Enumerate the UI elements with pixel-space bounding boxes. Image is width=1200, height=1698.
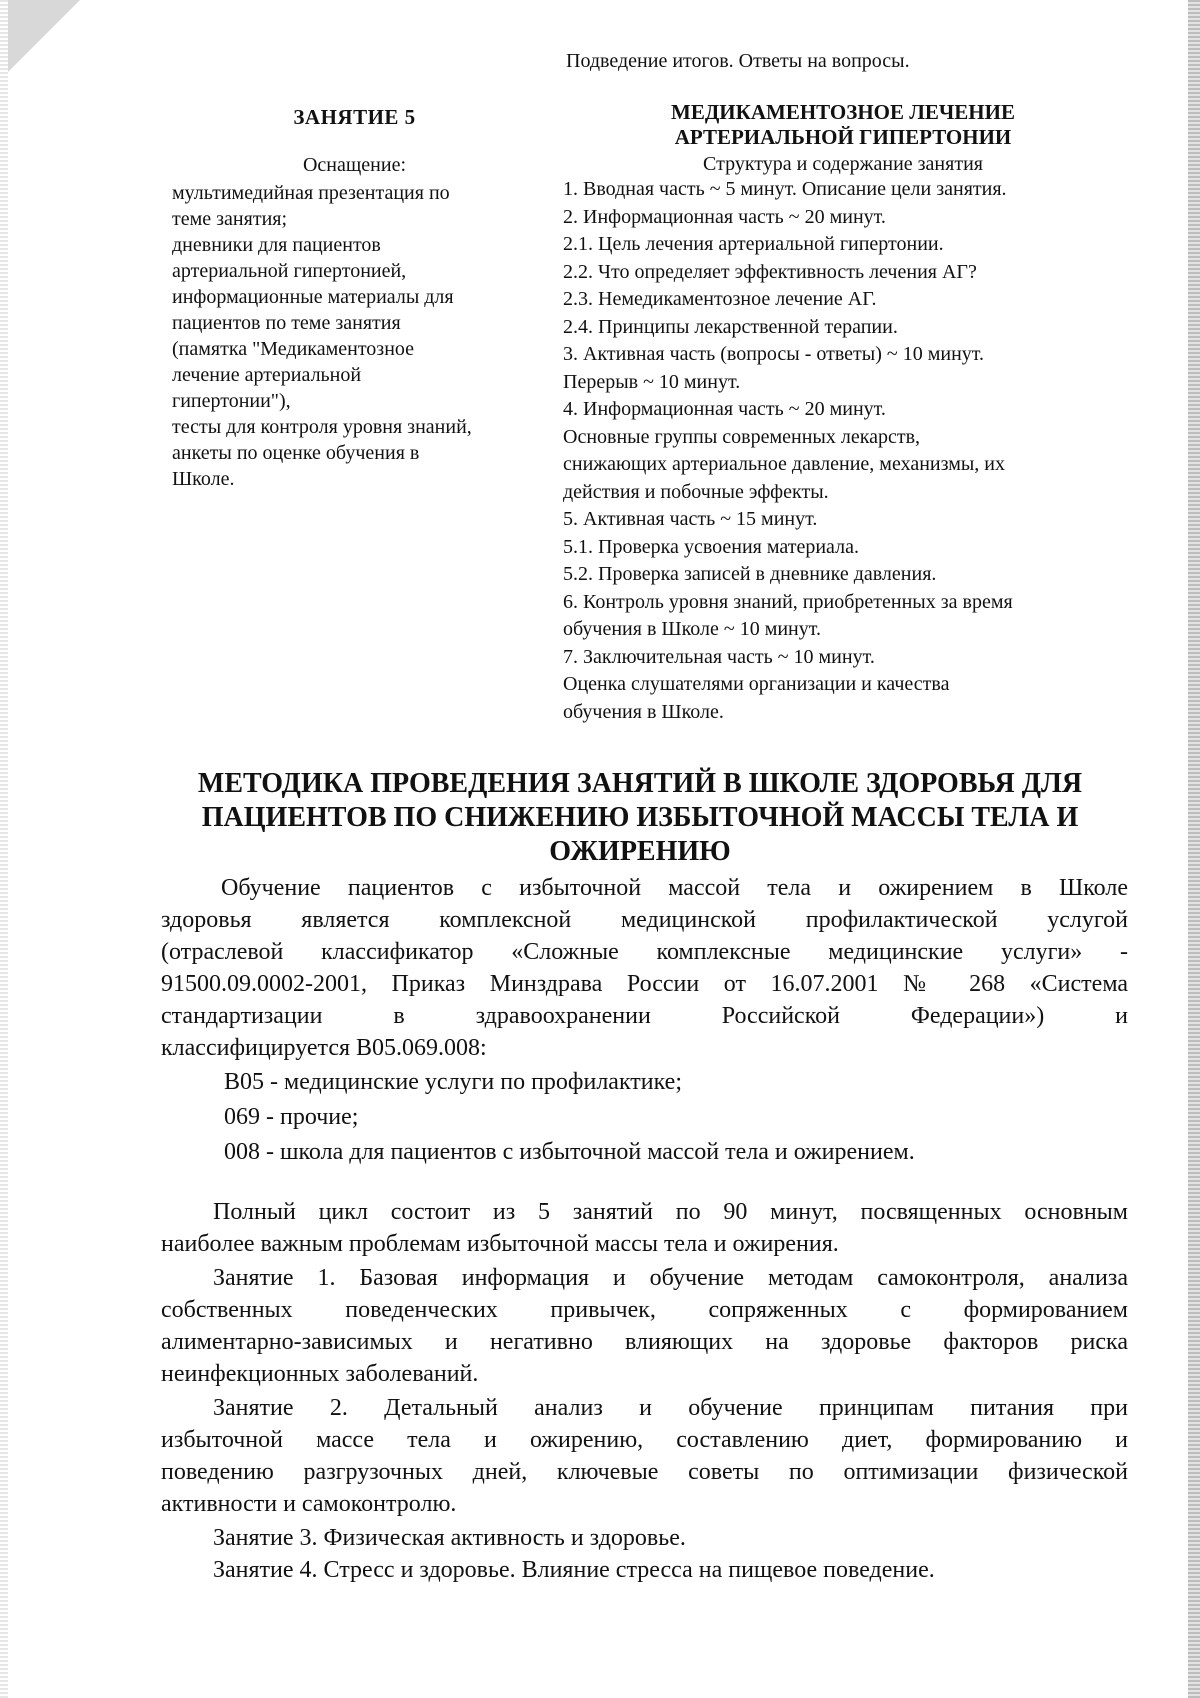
lesson-2-paragraph [161,1392,1128,1520]
structure-item: 5.2. Проверка записей в дневнике давления. [563,563,937,585]
paragraph-line: поведению разгрузочных дней, ключевые советы по оптимизации физической [161,1459,1128,1485]
structure-item: 2.2. Что определяет эффективность лечения АГ? [563,260,977,283]
equipment-line: информационные материалы для [172,286,454,308]
structure-item: 5. Активная часть ~ 15 минут. [563,508,818,530]
equipment-line: гипертонии"), [172,390,291,412]
structure-item: действия и побочные эффекты. [563,480,829,503]
paragraph-line: классифицируется В05.069.008: [161,1035,487,1061]
paragraph-line: здоровья является комплексной медицинской профилактической услугой [161,907,1128,933]
lesson-1-paragraph [161,1262,1128,1390]
structure-item: снижающих артериальное давление, механизмы, их [563,453,1006,475]
summary-line: Подведение итогов. Ответы на вопросы. [566,50,910,72]
structure-item: 7. Заключительная часть ~ 10 минут. [563,645,875,668]
lesson-5-structure-column [563,100,1123,726]
code-item: 069 - прочие; [224,1104,359,1130]
lesson-topic-title [563,100,1123,150]
lesson-5-equipment-column [172,104,537,492]
paragraph-line: стандартизации в здравоохранении Российской Федерации») и [161,1003,1128,1029]
paragraph-line: Занятие 1. Базовая информация и обучение методам самоконтроля, анализа [213,1265,1128,1291]
code-item: В05 - медицинские услуги по профилактике; [224,1069,683,1095]
equipment-line: мультимедийная презентация по [172,182,450,204]
structure-item: обучения в Школе ~ 10 минут. [563,618,821,640]
classification-codes [224,1065,1104,1170]
equipment-line: тесты для контроля уровня знаний, [172,416,472,438]
lesson-topic-title-line: МЕДИКАМЕНТОЗНОЕ ЛЕЧЕНИЕ [671,100,1015,124]
equipment-line: Школе. [172,468,235,490]
cycle-paragraph [161,1196,1128,1260]
equipment-line: артериальной гипертонией, [172,260,407,282]
equipment-label: Оснащение: [302,154,407,176]
section-title-line: ОЖИРЕНИЮ [549,836,731,867]
lesson-4-line: Занятие 4. Стресс и здоровье. Влияние стресса на пищевое поведение. [213,1557,935,1583]
paragraph-line: 91500.09.0002-2001, Приказ Минздрава России от 16.07.2001 № 268 «Система [161,971,1128,997]
paragraph-line: наиболее важным проблемам избыточной массы тела и ожирения. [161,1231,839,1257]
scan-edge-right [1188,0,1200,1698]
structure-item: 5.1. Проверка усвоения материала. [563,535,859,558]
equipment-line: лечение артериальной [172,364,362,386]
equipment-line: пациентов по теме занятия [172,312,401,334]
structure-item: 6. Контроль уровня знаний, приобретенных за время [563,590,1013,613]
structure-item: Перерыв ~ 10 минут. [563,370,741,393]
structure-item: 2. Информационная часть ~ 20 минут. [563,205,886,228]
lesson-topic-title-line: АРТЕРИАЛЬНОЙ ГИПЕРТОНИИ [674,125,1012,149]
paragraph-line: алиментарно-зависимых и негативно влияющих на здоровье факторов риска [161,1329,1128,1355]
structure-item: 4. Информационная часть ~ 20 минут. [563,398,886,420]
structure-item: Оценка слушателями организации и качества [563,673,950,695]
structure-item: 1. Вводная часть ~ 5 минут. Описание цели занятия. [563,178,1007,200]
lesson-title: ЗАНЯТИЕ 5 [293,105,416,129]
structure-item: 2.1. Цель лечения артериальной гипертонии. [563,233,944,255]
scan-edge-left [0,0,8,1698]
structure-item: 2.3. Немедикаментозное лечение АГ. [563,288,877,310]
paragraph-line: Занятие 2. Детальный анализ и обучение принципам питания при [213,1395,1128,1421]
equipment-line: теме занятия; [172,208,288,230]
folded-corner [0,0,80,80]
code-item: 008 - школа для пациентов с избыточной массой тела и ожирением. [224,1139,915,1165]
paragraph-line: избыточной массе тела и ожирению, составлению диет, формированию и [161,1427,1128,1453]
structure-item: обучения в Школе. [563,700,724,723]
structure-item: 2.4. Принципы лекарственной терапии. [563,315,898,338]
structure-item: 3. Активная часть (вопросы - ответы) ~ 10 минут. [563,343,985,365]
paragraph-line: собственных поведенческих привычек, сопряженных с формированием [161,1297,1128,1323]
equipment-line: (памятка "Медикаментозное [172,338,415,360]
structure-item: Основные группы современных лекарств, [563,425,921,448]
paragraph-line: (отраслевой классификатор «Сложные комплексные медицинские услуги» - [161,939,1128,965]
section-title-line: ПАЦИЕНТОВ ПО СНИЖЕНИЮ ИЗБЫТОЧНОЙ МАССЫ ТЕЛА И [201,802,1079,833]
paragraph-line: Обучение пациентов с избыточной массой тела и ожирением в Школе [221,875,1128,901]
equipment-line: дневники для пациентов [172,234,381,256]
equipment-line: анкеты по оценке обучения в [172,442,420,464]
intro-paragraph [161,872,1128,1064]
lesson-3-4-paragraphs [161,1522,1128,1586]
paragraph-line: Полный цикл состоит из 5 занятий по 90 минут, посвященных основным [213,1199,1128,1225]
paragraph-line: активности и самоконтролю. [161,1491,457,1517]
paragraph-line: неинфекционных заболеваний. [161,1361,479,1387]
structure-subtitle: Структура и содержание занятия [703,153,983,175]
lesson-3-line: Занятие 3. Физическая активность и здоровье. [213,1525,686,1551]
section-title [160,767,1120,869]
section-title-line: МЕТОДИКА ПРОВЕДЕНИЯ ЗАНЯТИЙ В ШКОЛЕ ЗДОРОВЬЯ ДЛЯ [197,768,1083,799]
